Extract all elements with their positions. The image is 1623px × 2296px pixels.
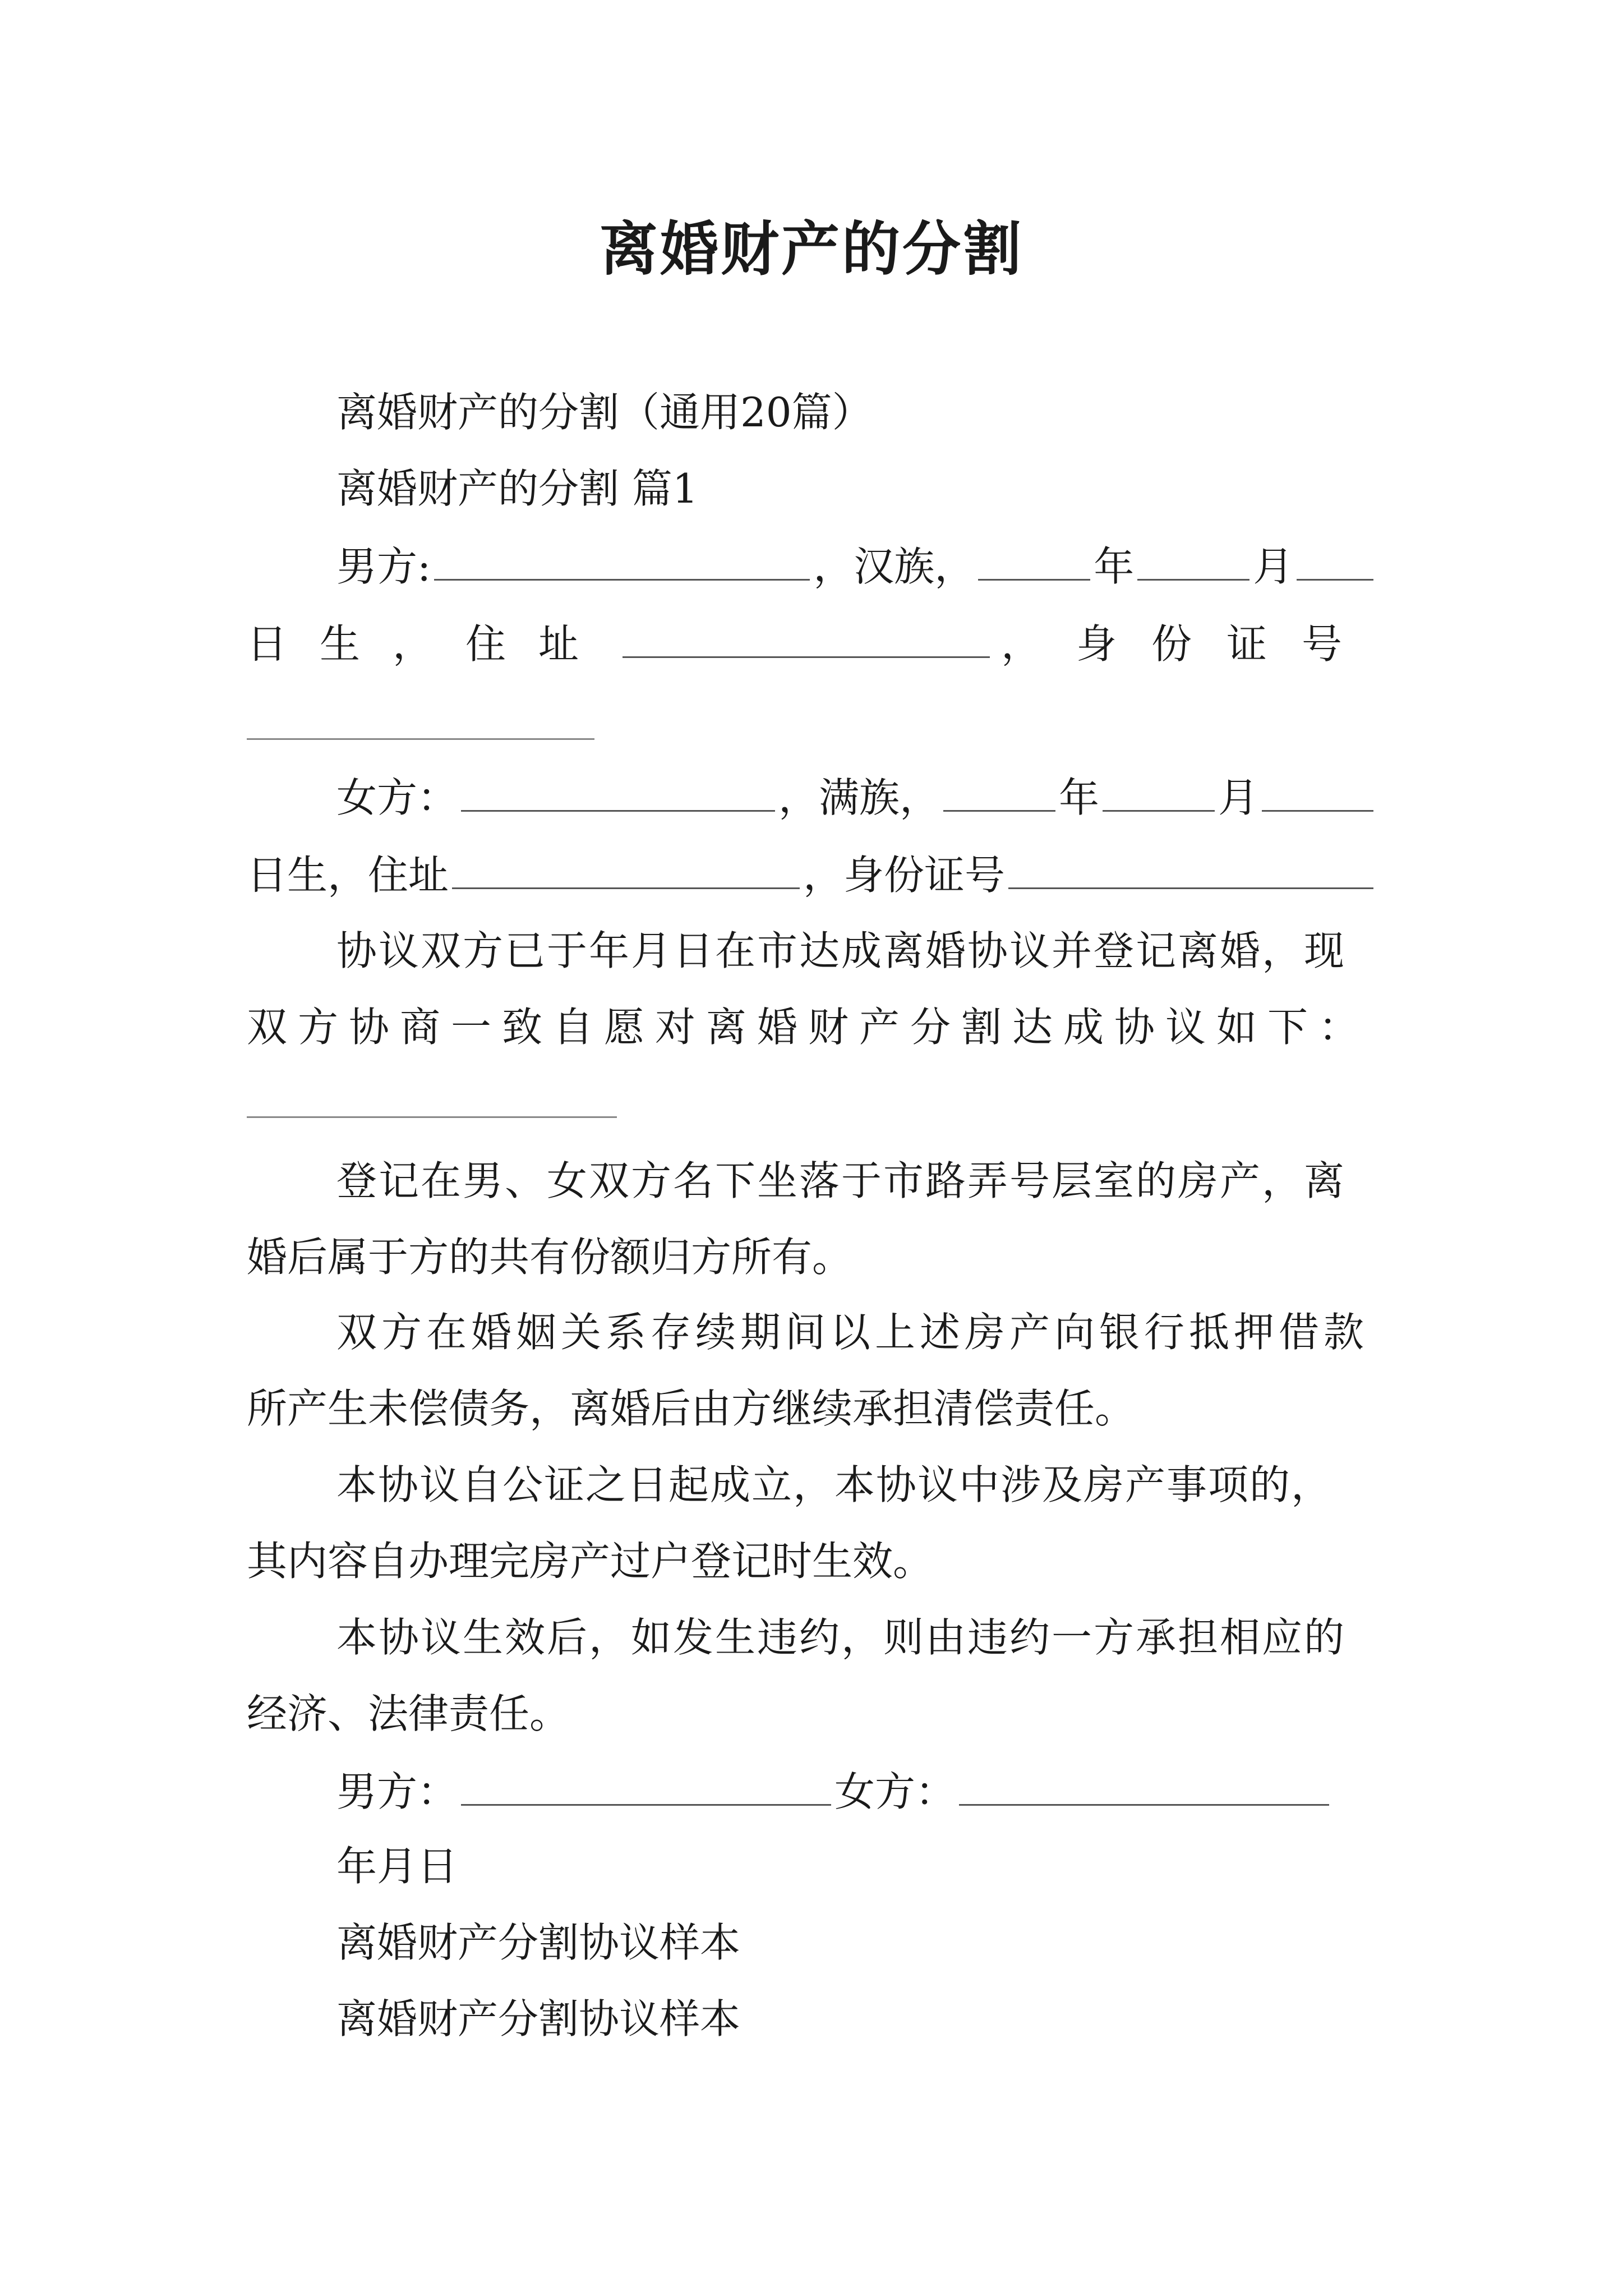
male-month-blank [1137, 540, 1249, 581]
female-info-line-1 [336, 771, 1377, 823]
male-address-blank [623, 617, 990, 658]
female-month-label: 月 [1218, 774, 1259, 821]
male-id-label: ，身份证号 [1000, 620, 1377, 668]
male-label: 男方: [336, 543, 431, 590]
male-year-blank [978, 540, 1090, 581]
paragraph-2-line-2: 婚后属于方的共有份额归方所有。 [247, 1234, 853, 1281]
paragraph-4-line-1: 本协议自公证之日起成立，本协议中涉及房产事项的， [336, 1461, 1333, 1508]
signature-male-blank [461, 1765, 831, 1806]
paragraph-1-blank [247, 1116, 617, 1118]
paragraph-3-line-1: 双方在婚姻关系存续期间以上述房产向银行抵押借款 [336, 1309, 1369, 1356]
female-year-blank [943, 771, 1055, 812]
female-month-blank [1103, 771, 1215, 812]
document-title: 离婚财产的分割 [599, 215, 1023, 283]
section-heading: 离婚财产的分割 篇1 [336, 465, 698, 512]
paragraph-3-line-2: 所产生未偿债务，离婚后由方继续承担清偿责任。 [247, 1385, 1136, 1432]
male-year-label: 年 [1094, 543, 1135, 590]
paragraph-2-line-1: 登记在男、女双方名下坐落于市路弄号层室的房产，离 [336, 1157, 1347, 1204]
male-born-address-label: 日生，住址 [247, 620, 612, 668]
female-id-label: ，身份证号 [803, 852, 1006, 899]
sample-heading-2: 离婚财产分割协议样本 [336, 1995, 741, 2042]
female-address-blank [452, 848, 800, 889]
female-day-blank [1262, 771, 1373, 812]
paragraph-5-line-1: 本协议生效后，如发生违约，则由违约一方承担相应的 [336, 1614, 1347, 1661]
female-info-line-2 [247, 848, 1377, 900]
sample-heading-1: 离婚财产分割协议样本 [336, 1919, 741, 1966]
document-subtitle: 离婚财产的分割（通用20篇） [336, 389, 873, 436]
female-label: 女方： [336, 774, 458, 821]
female-id-blank [1008, 848, 1373, 889]
paragraph-1-line-2: 双方协商一致自愿对离婚财产分割达成协议如下： [247, 1004, 1370, 1051]
male-month-label: 月 [1253, 543, 1294, 590]
female-name-blank [461, 771, 775, 812]
female-ethnic: ，满族， [778, 774, 940, 821]
male-id-blank [247, 738, 594, 740]
paragraph-1-line-1: 协议双方已于年月日在市达成离婚协议并登记离婚，现 [336, 927, 1347, 974]
female-year-label: 年 [1059, 774, 1100, 821]
female-born-address-label: 日生，住址 [247, 852, 449, 899]
male-info-line-2 [247, 617, 1377, 669]
male-ethnic: ，汉族， [813, 543, 975, 590]
signature-female-blank [959, 1765, 1329, 1806]
male-name-blank [434, 540, 810, 581]
signature-line [336, 1765, 1335, 1817]
signature-female-label: 女方： [834, 1768, 956, 1815]
signature-male-label: 男方： [336, 1768, 458, 1815]
male-info-line-1 [336, 540, 1377, 592]
paragraph-4-line-2: 其内容自办理完房产过户登记时生效。 [247, 1538, 934, 1585]
male-day-blank [1297, 540, 1373, 581]
paragraph-5-line-2: 经济、法律责任。 [247, 1690, 570, 1737]
date-line: 年月日 [336, 1843, 458, 1890]
